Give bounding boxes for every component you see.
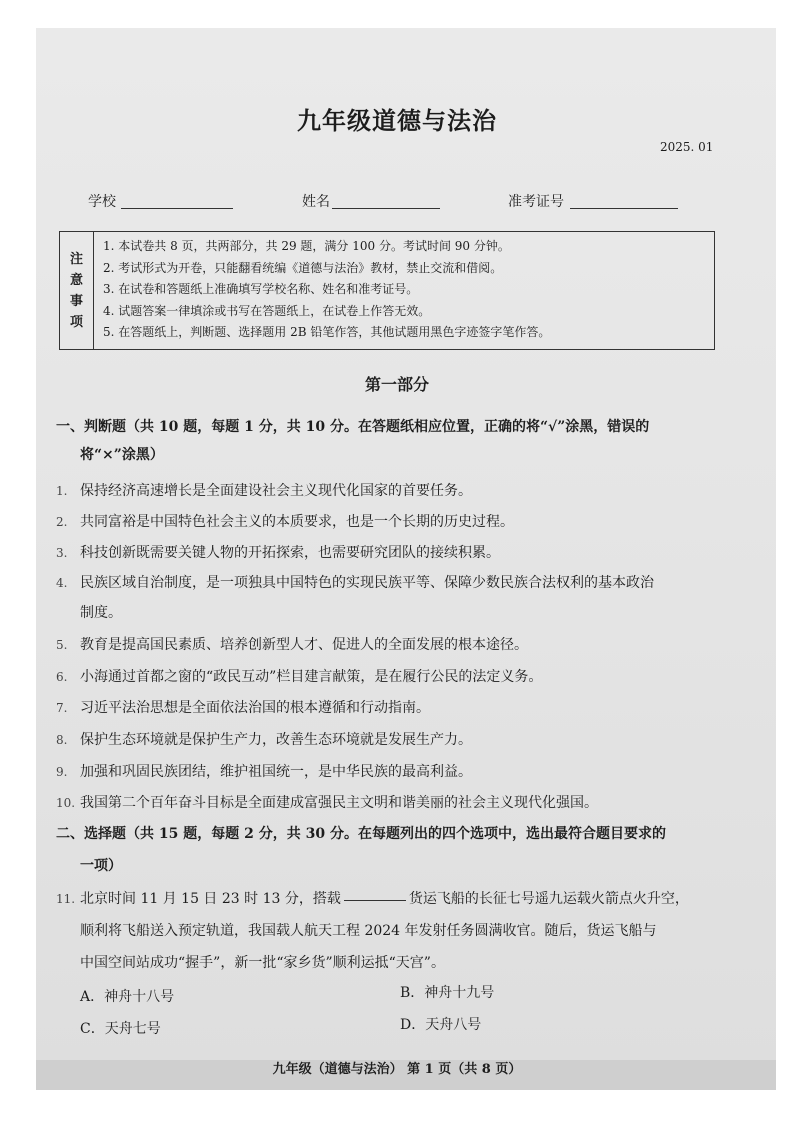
fill-blank: [344, 899, 406, 901]
question-number: 4.: [56, 576, 68, 590]
question-number: 5.: [56, 638, 68, 652]
judgment-item: [56, 634, 528, 654]
judgment-item: [56, 761, 472, 781]
question-text: 保护生态环境就是保护生产力，改善生态环境就是发展生产力。: [80, 732, 472, 748]
school-label: 学校: [88, 194, 116, 210]
exam-id-field[interactable]: [570, 208, 678, 209]
judgment-item: [56, 572, 654, 592]
notice-item: 4. 试题答案一律填涂或书写在答题纸上，在试卷上作答无效。: [103, 303, 431, 318]
question-text: 共同富裕是中国特色社会主义的本质要求，也是一个长期的历史过程。: [80, 514, 514, 530]
question-number: 3.: [56, 546, 68, 560]
option-c[interactable]: C．天舟七号: [80, 1021, 161, 1037]
exam-id-label: 准考证号: [508, 194, 564, 210]
question-text: 小海通过首都之窗的“政民互动”栏目建言献策，是在履行公民的法定义务。: [80, 669, 543, 685]
option-b[interactable]: B．神舟十九号: [400, 985, 495, 1001]
notice-heading-char: 注: [69, 251, 83, 267]
question-number: 1.: [56, 484, 68, 498]
notice-heading: [60, 232, 94, 349]
notice-item: 5. 在答题纸上，判断题、选择题用 2B 铅笔作答，其他试题用黑色字迹签字笔作答。: [103, 325, 551, 339]
name-field[interactable]: [332, 208, 440, 209]
page-footer: 九年级（道德与法治） 第 1 页（共 8 页）: [272, 1062, 522, 1077]
judgment-item: [56, 792, 598, 812]
question-text: 保持经济高速增长是全面建设社会主义现代化国家的首要任务。: [80, 483, 472, 499]
question-number: 7.: [56, 701, 68, 715]
question-text-cont: 顺利将飞船送入预定轨道，我国载人航天工程 2024 年发射任务圆满收官。随后，货运飞船与: [80, 923, 657, 939]
question-number: 10.: [56, 796, 76, 810]
question-text: 北京时间 11 月 15 日 23 时 13 分，搭载: [80, 891, 341, 907]
notice-heading-char: 意: [69, 272, 83, 288]
option-d[interactable]: D．天舟八号: [400, 1017, 482, 1033]
notice-item: 1. 本试卷共 8 页，共两部分，共 29 题，满分 100 分。考试时间 90 分钟。: [103, 239, 510, 253]
notice-item: 3. 在试卷和答题纸上准确填写学校名称、姓名和准考证号。: [103, 282, 419, 296]
judgment-item: [56, 729, 472, 749]
question-text: 教育是提高国民素质、培养创新型人才、促进人的全面发展的根本途径。: [80, 637, 528, 653]
question-text-cont: 中国空间站成功“握手”，新一批“家乡货”顺利运抵“天宫”。: [80, 955, 445, 971]
option-a[interactable]: A．神舟十八号: [80, 989, 175, 1005]
question-text: 习近平法治思想是全面依法治国的根本遵循和行动指南。: [80, 700, 430, 716]
question-text: 科技创新既需要关键人物的开拓探索，也需要研究团队的接续积累。: [80, 545, 500, 561]
notice-box: [59, 231, 715, 350]
question-text: 加强和巩固民族团结，维护祖国统一，是中华民族的最高利益。: [80, 764, 472, 780]
name-label: 姓名: [302, 194, 330, 210]
question-text-cont: 制度。: [80, 605, 122, 621]
section-2-heading-cont: 一项）: [80, 858, 122, 874]
question-number: 11.: [56, 892, 76, 906]
judgment-item: [56, 542, 500, 562]
section-1-heading-cont: 将“×”涂黑）: [80, 447, 164, 463]
judgment-item: [56, 666, 542, 686]
question-number: 8.: [56, 733, 68, 747]
question-text: 货运飞船的长征七号遥九运载火箭点火升空，: [408, 891, 689, 907]
judgment-item: [56, 480, 472, 500]
judgment-item: [56, 511, 514, 531]
question-number: 9.: [56, 765, 68, 779]
question-number: 6.: [56, 670, 68, 684]
exam-title: 九年级道德与法治: [297, 106, 497, 135]
notice-list: [103, 236, 550, 344]
section-1-heading: 一、判断题（共 10 题，每题 1 分，共 10 分。在答题纸相应位置，正确的将“√”涂黑，错误的: [56, 419, 650, 435]
question-text: 民族区域自治制度，是一项独具中国特色的实现民族平等、保障少数民族合法权利的基本政治: [80, 575, 654, 591]
part-title: 第一部分: [364, 375, 429, 394]
question-number: 2.: [56, 515, 68, 529]
exam-date: 2025. 01: [660, 140, 714, 154]
notice-item: 2. 考试形式为开卷，只能翻看统编《道德与法治》教材，禁止交流和借阅。: [103, 260, 503, 275]
judgment-item: [56, 697, 430, 717]
question-text: 我国第二个百年奋斗目标是全面建成富强民主文明和谐美丽的社会主义现代化强国。: [80, 795, 598, 811]
section-2-heading: 二、选择题（共 15 题，每题 2 分，共 30 分。在每题列出的四个选项中，选出最符合题目要求的: [56, 826, 666, 842]
notice-heading-char: 项: [69, 314, 83, 330]
notice-heading-char: 事: [69, 293, 83, 309]
school-field[interactable]: [121, 208, 233, 209]
question-11: [56, 888, 689, 908]
